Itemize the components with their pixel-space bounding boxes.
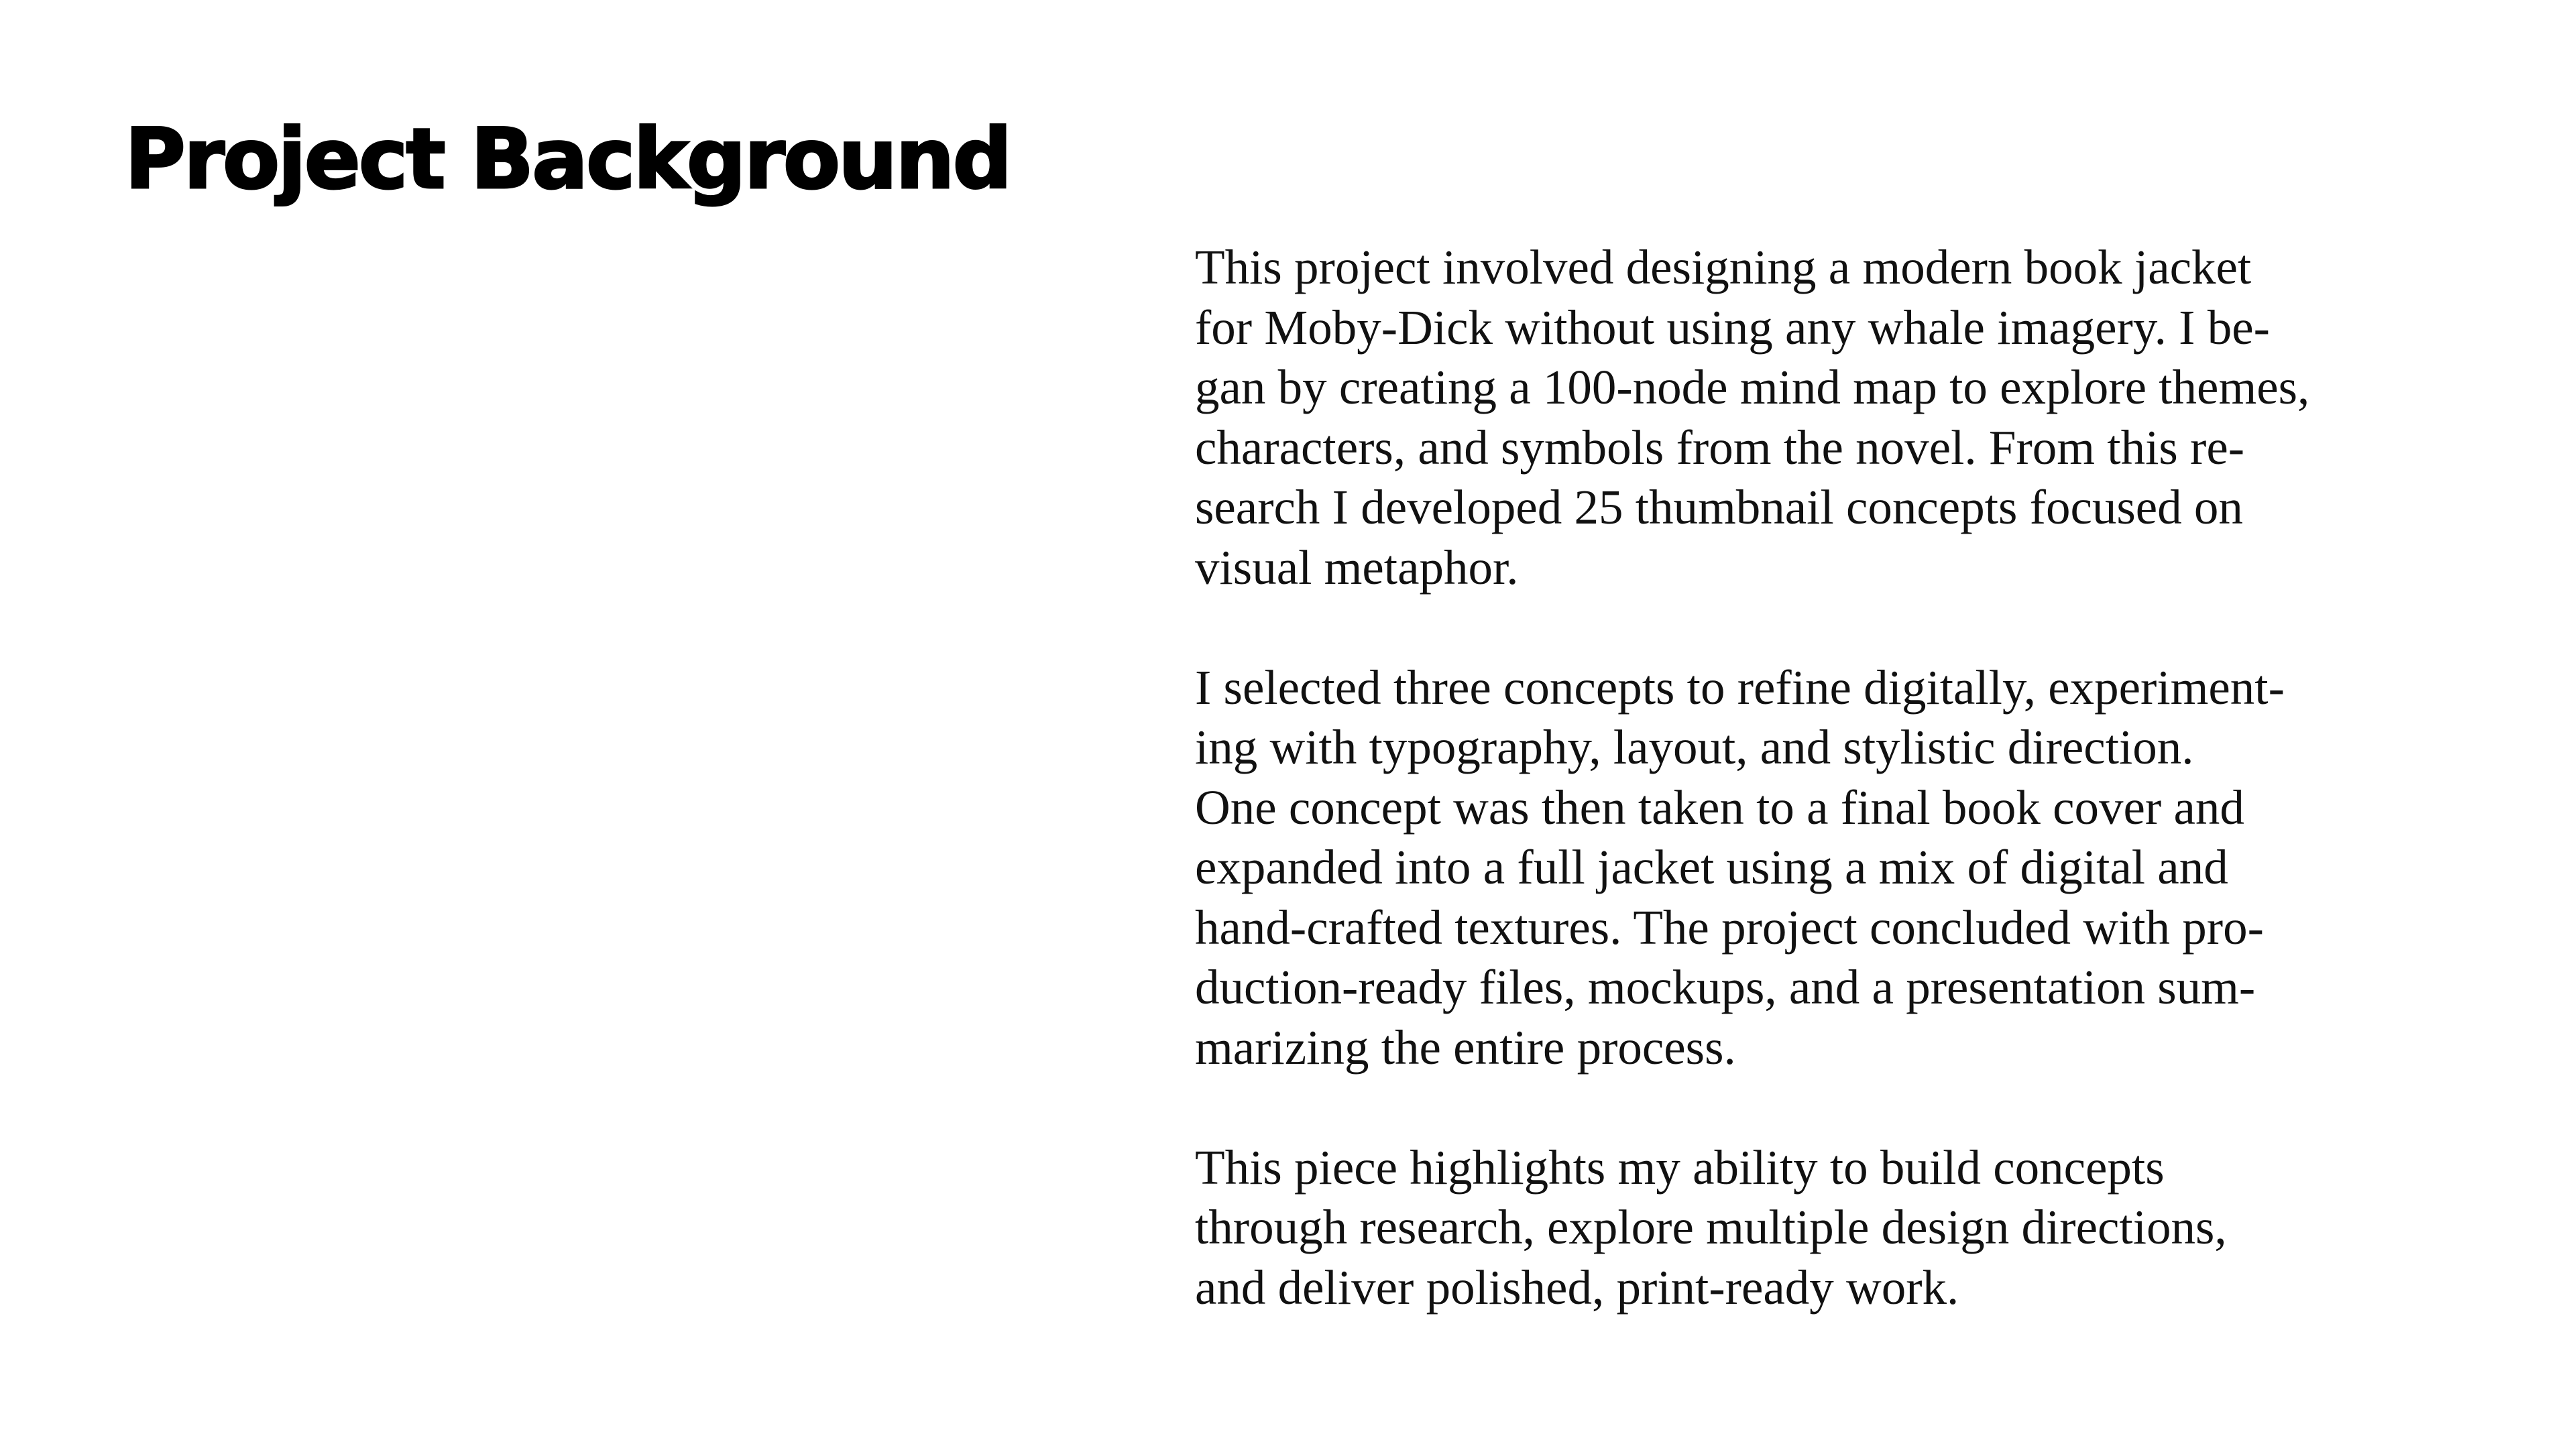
text-line: I selected three concepts to refine digitally, experiment- <box>1195 660 2285 715</box>
text-line: through research, explore multiple design directions, <box>1195 1200 2227 1254</box>
page-title: Project Background <box>125 111 1011 208</box>
text-line: gan by creating a 100-node mind map to explore themes, <box>1195 360 2310 414</box>
paragraph-1 <box>1195 237 2375 597</box>
paragraph-2 <box>1195 658 2375 1078</box>
text-line: for Moby-Dick without using any whale imagery. I be- <box>1195 300 2270 355</box>
text-line: This project involved designing a modern book jacket <box>1195 240 2252 294</box>
text-line: and deliver polished, print-ready work. <box>1195 1260 1959 1315</box>
text-line: One concept was then taken to a final book cover and <box>1195 780 2244 835</box>
paragraph-3 <box>1195 1138 2375 1318</box>
text-line: This piece highlights my ability to build concepts <box>1195 1140 2165 1195</box>
text-line: duction-ready files, mockups, and a presentation sum- <box>1195 960 2256 1014</box>
text-line: marizing the entire process. <box>1195 1020 1736 1075</box>
text-line: search I developed 25 thumbnail concepts focused on <box>1195 480 2243 534</box>
text-line: characters, and symbols from the novel. From this re- <box>1195 420 2245 475</box>
body-text <box>1195 237 2375 1317</box>
text-line: ing with typography, layout, and stylistic direction. <box>1195 720 2194 774</box>
text-line: visual metaphor. <box>1195 540 1519 595</box>
text-line: hand-crafted textures. The project concluded with pro- <box>1195 900 2264 955</box>
text-line: expanded into a full jacket using a mix of digital and <box>1195 840 2228 894</box>
